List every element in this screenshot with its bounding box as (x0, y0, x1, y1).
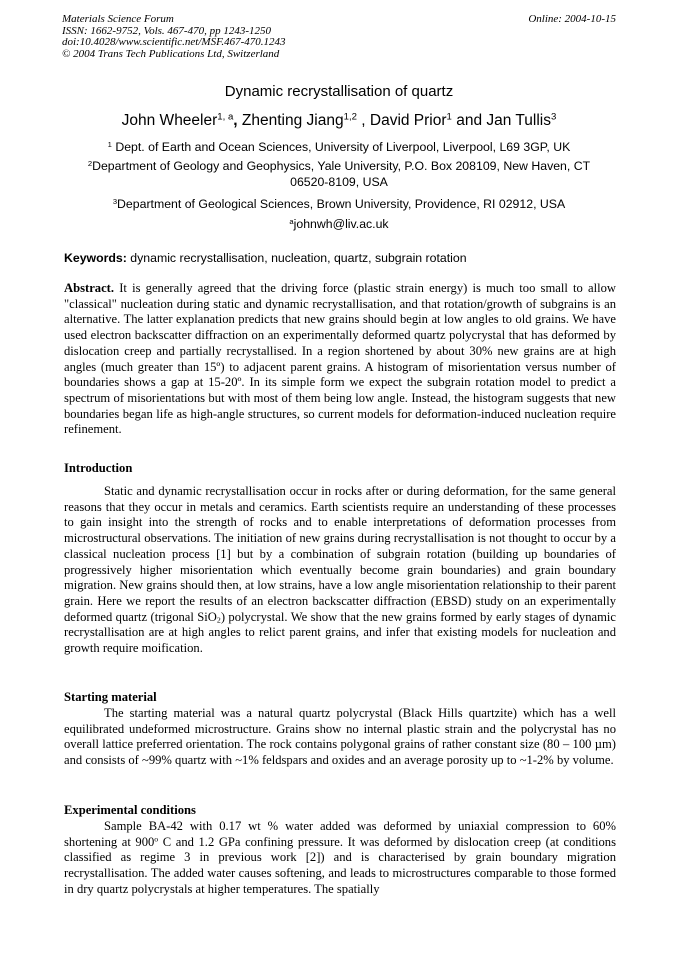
author-wheeler-affil: 1, a (217, 111, 234, 123)
author-list (62, 112, 616, 130)
author-tullis-affil: 3 (551, 111, 557, 123)
section-heading-starting-material: Starting material (64, 690, 157, 704)
abstract (64, 281, 616, 438)
author-wheeler: John Wheeler (121, 112, 218, 129)
author-separator: and (451, 112, 487, 129)
author-separator: , (233, 112, 242, 129)
affiliation-1 (62, 139, 616, 155)
copyright-line: © 2004 Trans Tech Publications Ltd, Switzerland (62, 47, 280, 60)
author-separator: , (356, 112, 370, 129)
email-address: johnwh@liv.ac.uk (293, 217, 389, 231)
experimental-paragraph (64, 819, 616, 898)
journal-name: Materials Science Forum (62, 13, 174, 25)
affiliation-3-mark: 3 (112, 196, 118, 206)
introduction-subscript: 2 (216, 615, 221, 625)
affiliation-2-mark: 2 (87, 158, 93, 168)
issn-line: ISSN: 1662-9752, Vols. 467-470, pp 1243-1250 (62, 24, 271, 37)
author-email (62, 216, 616, 232)
experimental-text-1: Sample BA-42 with 0.17 wt % water added was deformed by uniaxial compression to 60% shortening at 900 (64, 819, 616, 849)
keywords (64, 251, 616, 265)
affiliation-2 (62, 158, 616, 190)
author-jiang: Zhenting Jiang (241, 112, 344, 129)
affiliation-3 (62, 196, 616, 212)
abstract-label: Abstract. (64, 281, 115, 295)
online-date: Online: 2004-10-15 (528, 13, 616, 25)
affiliation-3-text: Department of Geological Sciences, Brown University, Providence, RI 02912, USA (117, 197, 566, 211)
author-prior: David Prior (369, 112, 447, 129)
author-jiang-affil: 1,2 (343, 111, 357, 123)
keywords-text: dynamic recrystallisation, nucleation, quartz, subgrain rotation (126, 251, 467, 265)
affiliation-2-text: Department of Geology and Geophysics, Yale University, P.O. Box 208109, New Haven, CT 06520-8109, USA (92, 159, 591, 189)
starting-material-paragraph (64, 706, 616, 769)
experimental-text-2: C and 1.2 GPa confining pressure. It was deformed by dislocation creep (at conditions classified as regime 3 in previous work [2]) and is characterised by grain boundary migration recrystallisation. The added water causes softening, and leads to microstructures comparable to those formed in dry quartz polycrystals at higher temperatures. The spatially (64, 834, 616, 896)
email-mark: a (289, 216, 294, 226)
keywords-label: Keywords: (64, 251, 127, 265)
abstract-text: It is generally agreed that the driving force (plastic strain energy) is much too small to allow "classical" nucleation during static and dynamic recrystallisation, and that rotation/growth of subgrains is an alternative. The latter explanation predicts that new grains should begin at low angles to old grains. We have used electron backscatter diffraction on an experimentally deformed quartz polycrystal that has deformed by dislocation creep and partially recrystallised. In a region shortened by about 30% new grains are at high angles (much greater than 15º) to adjacent parent grains. A histogram of misorientation versus number of boundaries shows a gap at 15-20º. In its simple form we expect the subgrain rotation model to predict a spectrum of misorientations but with most of them being low angle. Instead, the histogram suggests that new boundaries began life as high-angle structures, so current models for deformation-induced nucleation require refinement. (64, 281, 616, 437)
introduction-text-1: Static and dynamic recrystallisation occur in rocks after or during deformation, for the same general reasons that they occur in metals and ceramics. Earth scientists require an understanding of these processes to gain insight into the strength of rocks and to enable interpretations of deformation processes from microstructural observations. The initiation of new grains during recrystallisation is not thought to occur by a classical nucleation process [1] but by a combination of subgrain rotation (building up boundaries of progressively higher misorientation which eventually become grain boundaries) and grain boundary migration. New grains should then, at low strains, have a low angle misorientation relationship to their parent grain. Here we report the results of an electron backscatter diffraction (EBSD) study on an experimentally deformed quartz (trigonal SiO (64, 484, 616, 624)
author-tullis: Jan Tullis (486, 112, 551, 129)
section-heading-introduction: Introduction (64, 461, 133, 475)
author-prior-affil: 1 (446, 111, 452, 123)
affiliation-1-text: Dept. of Earth and Ocean Sciences, University of Liverpool, Liverpool, L69 3GP, UK (111, 140, 571, 154)
section-heading-experimental: Experimental conditions (64, 803, 196, 817)
introduction-text-2: ) polycrystal. We show that the new grains formed by early stages of dynamic recrystallisation are at high angles to relict parent grains, and infer that existing models for nucleation and growth require moification. (64, 609, 616, 656)
journal-header (62, 14, 616, 60)
affiliation-1-mark: 1 (107, 139, 112, 149)
starting-material-text: The starting material was a natural quartz polycrystal (Black Hills quartzite) which has a well equilibrated undeformed microstructure. Grains show no internal plastic strain and the polycrystal has no overall lattice preferred orientation. The rock contains polygonal grains of rather constant size (80 – 100 µm) and consists of ~99% quartz with ~1% feldspars and oxides and an average porosity up to ~1-2% by volume. (64, 706, 616, 768)
paper-title: Dynamic recrystallisation of quartz (224, 83, 454, 100)
degree-superscript: o (154, 834, 159, 844)
introduction-paragraph (64, 484, 616, 657)
doi-line: doi:10.4028/www.scientific.net/MSF.467-470.1243 (62, 36, 286, 49)
